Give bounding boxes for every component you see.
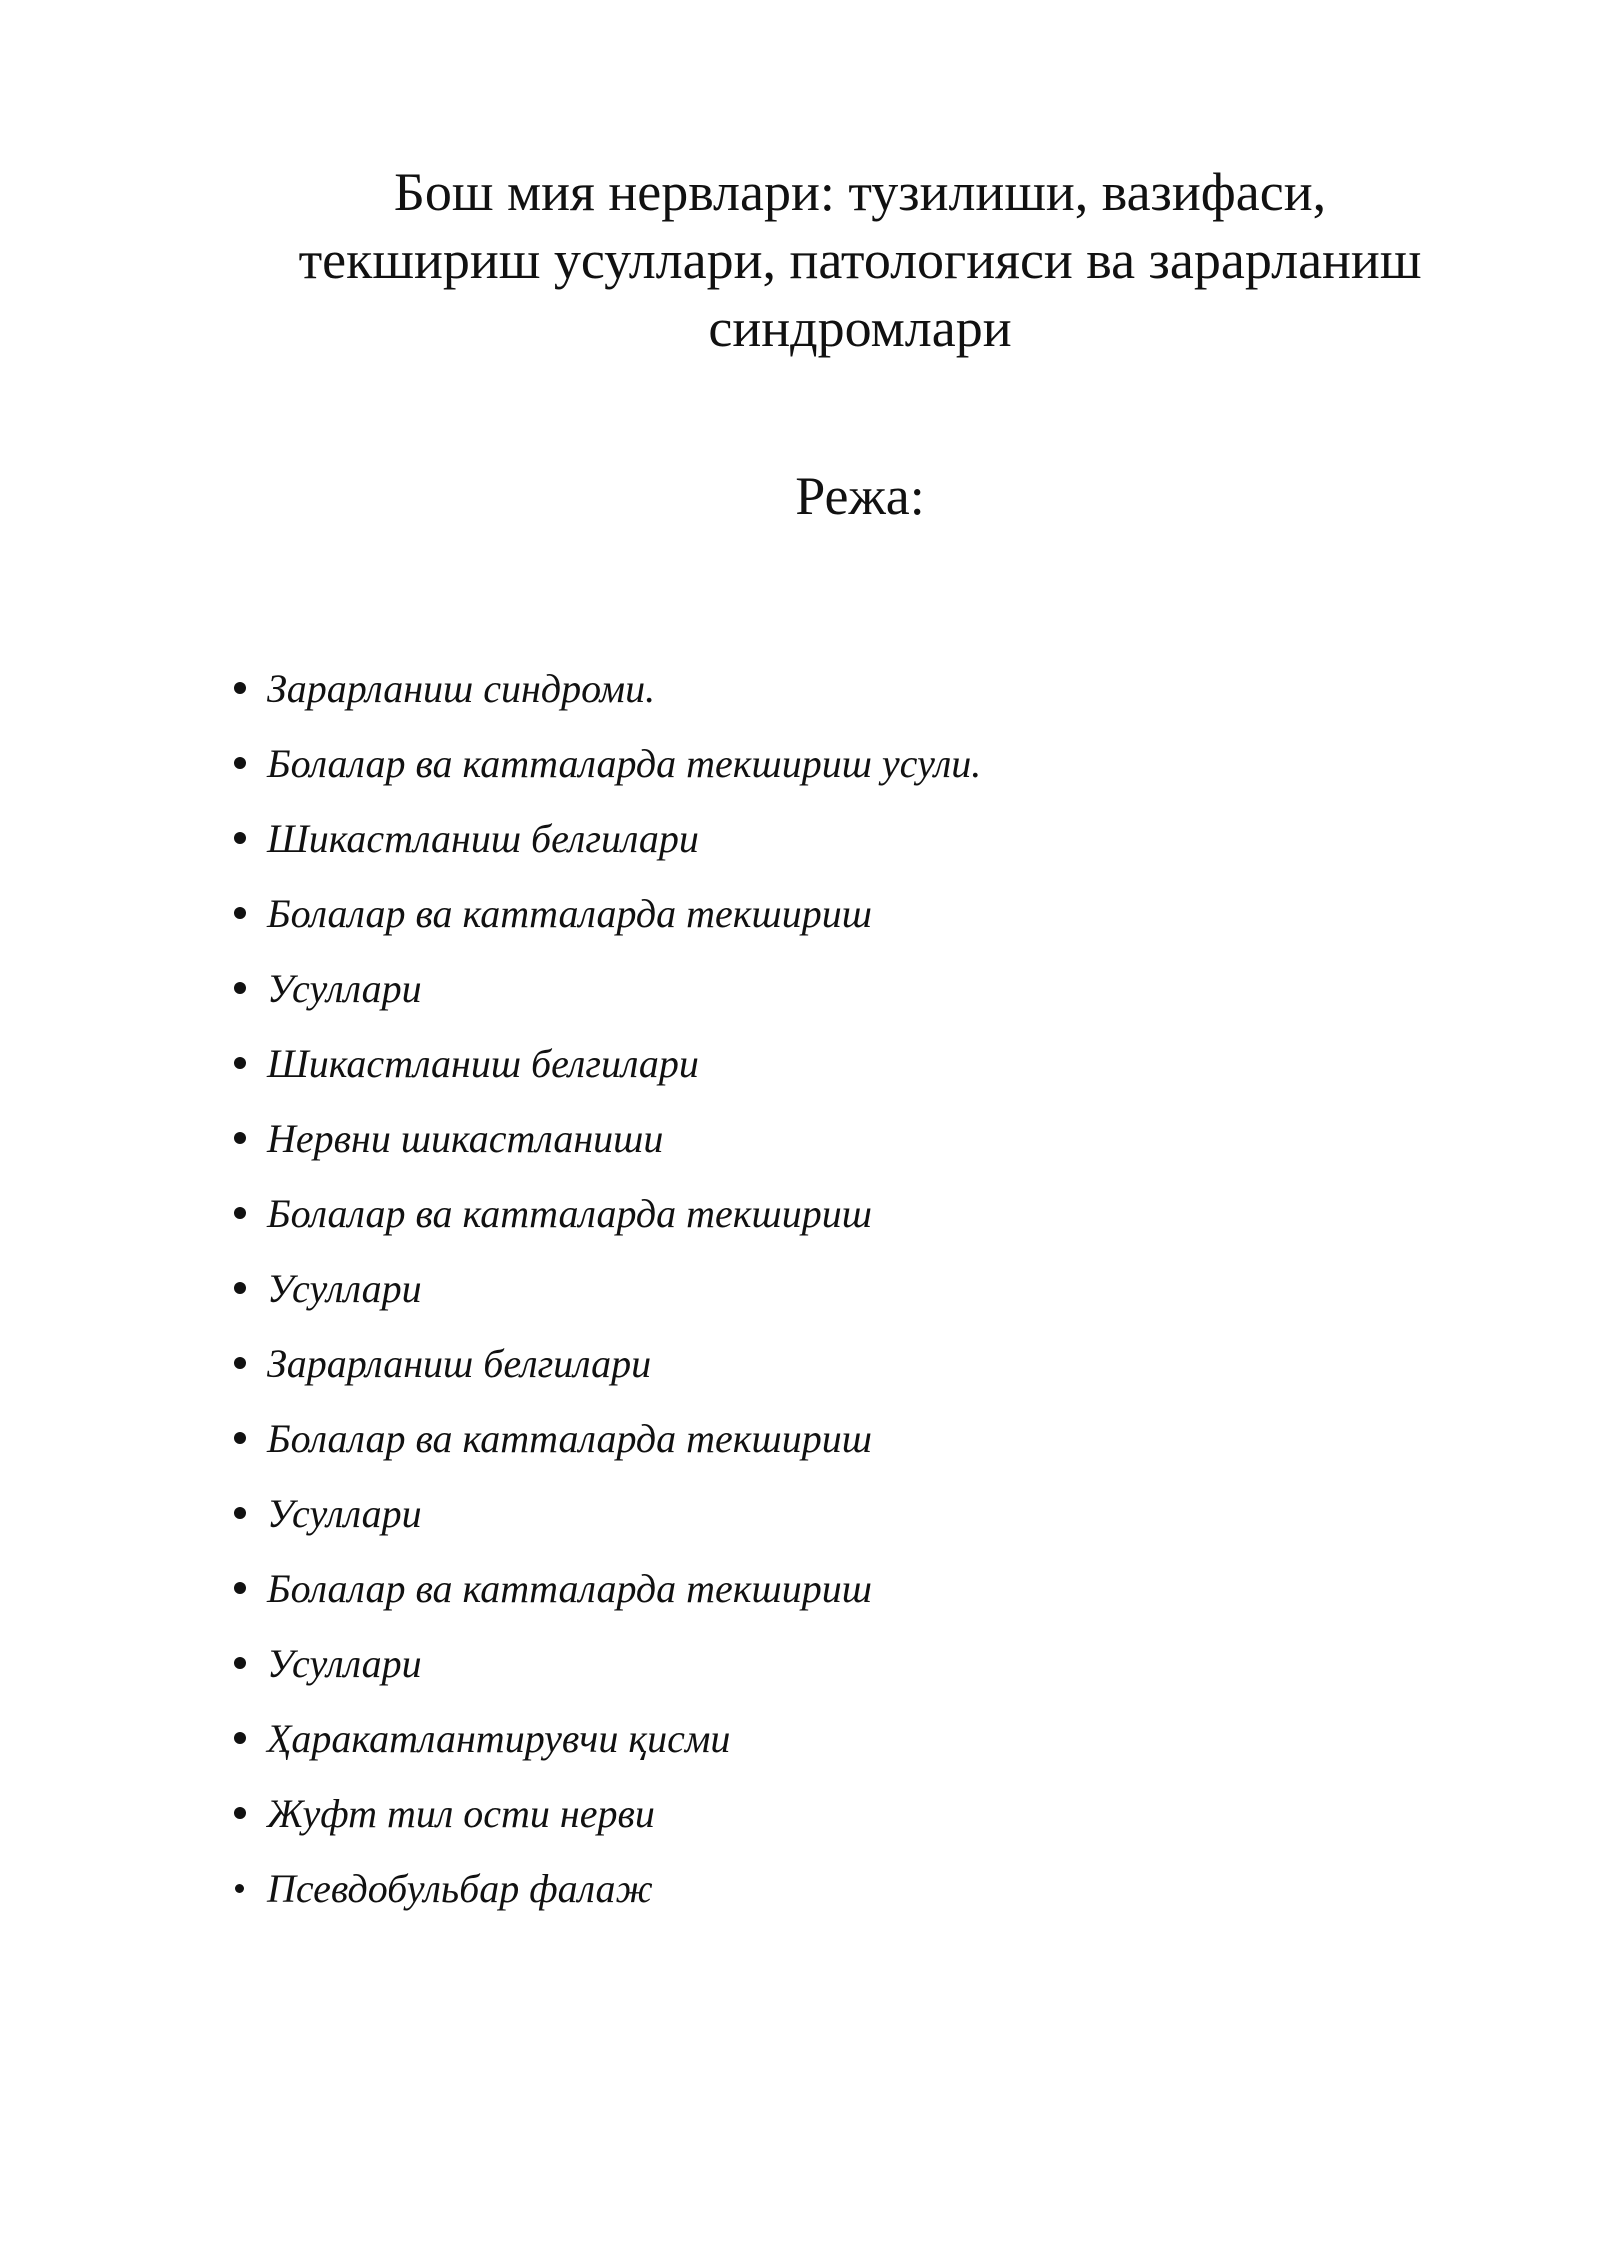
plan-item	[228, 1636, 1428, 1711]
plan-item	[228, 811, 1428, 886]
plan-item-text: Болалар ва катталарда текшириш	[267, 1416, 872, 1461]
plan-item	[228, 886, 1428, 961]
bullet-icon	[234, 1807, 246, 1819]
plan-item	[228, 1786, 1428, 1861]
document-title	[200, 158, 1520, 362]
bullet-icon	[235, 1884, 244, 1893]
plan-item	[228, 1861, 1428, 1936]
bullet-icon	[234, 1732, 246, 1744]
plan-item	[228, 1411, 1428, 1486]
bullet-icon	[234, 1207, 246, 1219]
plan-item-text: Ҳаракатлантирувчи қисми	[267, 1716, 731, 1761]
plan-item-text: Нервни шикастланиши	[267, 1116, 664, 1161]
plan-item	[228, 961, 1428, 1036]
plan-item-text: Зарарланиш белгилари	[267, 1341, 652, 1386]
title-line-3: синдромлари	[708, 298, 1012, 358]
plan-item	[228, 1336, 1428, 1411]
plan-item-text: Псевдобульбар фалаж	[267, 1866, 653, 1911]
plan-item-text: Усуллари	[267, 966, 422, 1011]
plan-item-text: Шикастланиш белгилари	[267, 816, 699, 861]
bullet-icon	[234, 907, 246, 919]
bullet-icon	[234, 1657, 246, 1669]
bullet-icon	[234, 1282, 246, 1294]
plan-item-text: Болалар ва катталарда текшириш	[267, 1566, 872, 1611]
bullet-icon	[234, 1432, 246, 1444]
plan-item-text: Болалар ва катталарда текшириш усули.	[267, 741, 982, 786]
plan-item	[228, 1111, 1428, 1186]
plan-item-text: Жуфт тил ости нерви	[267, 1791, 655, 1836]
bullet-icon	[234, 1357, 246, 1369]
plan-item	[228, 1036, 1428, 1111]
plan-item	[228, 736, 1428, 811]
plan-item-text: Болалар ва катталарда текшириш	[267, 891, 872, 936]
title-line-2: текшириш усуллари, патологияси ва зарарланиш	[298, 230, 1422, 290]
plan-item-text: Шикастланиш белгилари	[267, 1041, 699, 1086]
plan-list	[228, 661, 1428, 1936]
bullet-icon	[234, 682, 246, 694]
bullet-icon	[234, 1057, 246, 1069]
bullet-icon	[234, 1132, 246, 1144]
plan-item	[228, 1261, 1428, 1336]
bullet-icon	[234, 1582, 246, 1594]
title-line-1: Бош мия нервлари: тузилиши, вазифаси,	[393, 162, 1327, 222]
plan-item	[228, 1561, 1428, 1636]
plan-item	[228, 1486, 1428, 1561]
plan-item-text: Усуллари	[267, 1266, 422, 1311]
bullet-icon	[234, 757, 246, 769]
plan-item-text: Усуллари	[267, 1641, 422, 1686]
plan-item	[228, 661, 1428, 736]
plan-item-text: Зарарланиш синдроми.	[267, 666, 656, 711]
plan-item	[228, 1186, 1428, 1261]
plan-item-text: Усуллари	[267, 1491, 422, 1536]
plan-heading: Режа:	[795, 466, 925, 526]
plan-item	[228, 1711, 1428, 1786]
plan-item-text: Болалар ва катталарда текшириш	[267, 1191, 872, 1236]
bullet-icon	[234, 982, 246, 994]
bullet-icon	[234, 1507, 246, 1519]
bullet-icon	[234, 832, 246, 844]
